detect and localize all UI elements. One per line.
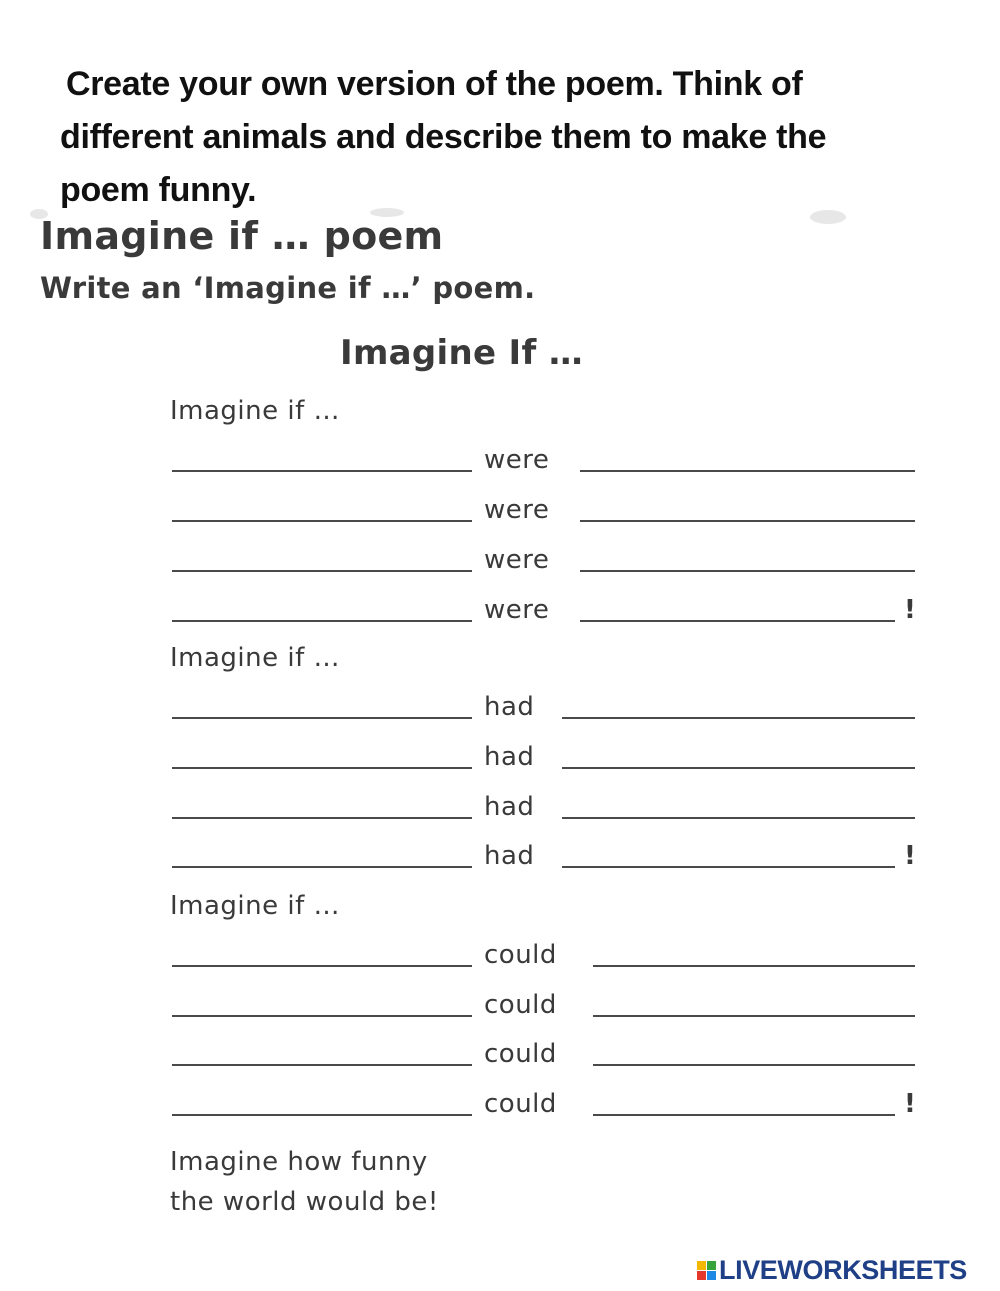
connector-word: had	[484, 792, 535, 822]
fill-in-blank[interactable]	[172, 520, 472, 522]
exclamation-mark: !	[904, 1089, 916, 1119]
fill-in-blank[interactable]	[172, 620, 472, 622]
exclamation-mark: !	[904, 841, 916, 871]
fill-in-blank[interactable]	[593, 965, 915, 967]
fill-in-blank[interactable]	[172, 767, 472, 769]
connector-word: were	[484, 495, 550, 525]
poem-line	[0, 837, 1000, 877]
connector-word: had	[484, 742, 535, 772]
fill-in-blank[interactable]	[172, 1064, 472, 1066]
instructions-line-2: different animals and describe them to make the	[60, 118, 827, 156]
fill-in-blank[interactable]	[562, 717, 915, 719]
fill-in-blank[interactable]	[172, 866, 472, 868]
connector-word: had	[484, 841, 535, 871]
stanza-label: Imagine if …	[170, 396, 341, 426]
connector-word: could	[484, 940, 557, 970]
logo-square	[707, 1261, 716, 1270]
fill-in-blank[interactable]	[172, 470, 472, 472]
closing-line: the world would be!	[170, 1187, 439, 1217]
instructions-line-3: poem funny.	[60, 171, 257, 209]
worksheet-heading: Imagine if … poem	[40, 214, 444, 258]
fill-in-blank[interactable]	[562, 767, 915, 769]
poem-line	[0, 788, 1000, 828]
logo-square	[707, 1271, 716, 1280]
fill-in-blank[interactable]	[580, 470, 915, 472]
connector-word: had	[484, 692, 535, 722]
instructions-line-1: Create your own version of the poem. Think of	[66, 65, 803, 103]
connector-word: were	[484, 545, 550, 575]
poem-line	[0, 541, 1000, 581]
poem-line	[0, 1035, 1000, 1075]
fill-in-blank[interactable]	[580, 620, 895, 622]
poem-line	[0, 936, 1000, 976]
fill-in-blank[interactable]	[172, 1015, 472, 1017]
poem-line	[0, 986, 1000, 1026]
connector-word: were	[484, 595, 550, 625]
logo-square	[697, 1271, 706, 1280]
fill-in-blank[interactable]	[172, 570, 472, 572]
fill-in-blank[interactable]	[172, 717, 472, 719]
poem-line	[0, 491, 1000, 531]
liveworksheets-logo-icon	[697, 1261, 716, 1280]
poem-title: Imagine If …	[340, 333, 583, 373]
poem-line	[0, 441, 1000, 481]
fill-in-blank[interactable]	[580, 520, 915, 522]
liveworksheets-watermark	[697, 1254, 967, 1286]
connector-word: could	[484, 1089, 557, 1119]
fill-in-blank[interactable]	[172, 817, 472, 819]
poem-line	[0, 1085, 1000, 1125]
poem-line	[0, 591, 1000, 631]
fill-in-blank[interactable]	[580, 570, 915, 572]
exclamation-mark: !	[904, 595, 916, 625]
stanza-label: Imagine if …	[170, 643, 341, 673]
worksheet-subheading: Write an ‘Imagine if …’ poem.	[40, 271, 536, 305]
connector-word: could	[484, 990, 557, 1020]
poem-line	[0, 738, 1000, 778]
closing-line: Imagine how funny	[170, 1147, 428, 1177]
fill-in-blank[interactable]	[562, 817, 915, 819]
connector-word: were	[484, 445, 550, 475]
stanza-label: Imagine if …	[170, 891, 341, 921]
logo-square	[697, 1261, 706, 1270]
fill-in-blank[interactable]	[172, 1114, 472, 1116]
connector-word: could	[484, 1039, 557, 1069]
fill-in-blank[interactable]	[593, 1114, 895, 1116]
fill-in-blank[interactable]	[562, 866, 895, 868]
liveworksheets-brand: LIVEWORKSHEETS	[719, 1254, 967, 1285]
poem-line	[0, 688, 1000, 728]
fill-in-blank[interactable]	[172, 965, 472, 967]
fill-in-blank[interactable]	[593, 1064, 915, 1066]
fill-in-blank[interactable]	[593, 1015, 915, 1017]
